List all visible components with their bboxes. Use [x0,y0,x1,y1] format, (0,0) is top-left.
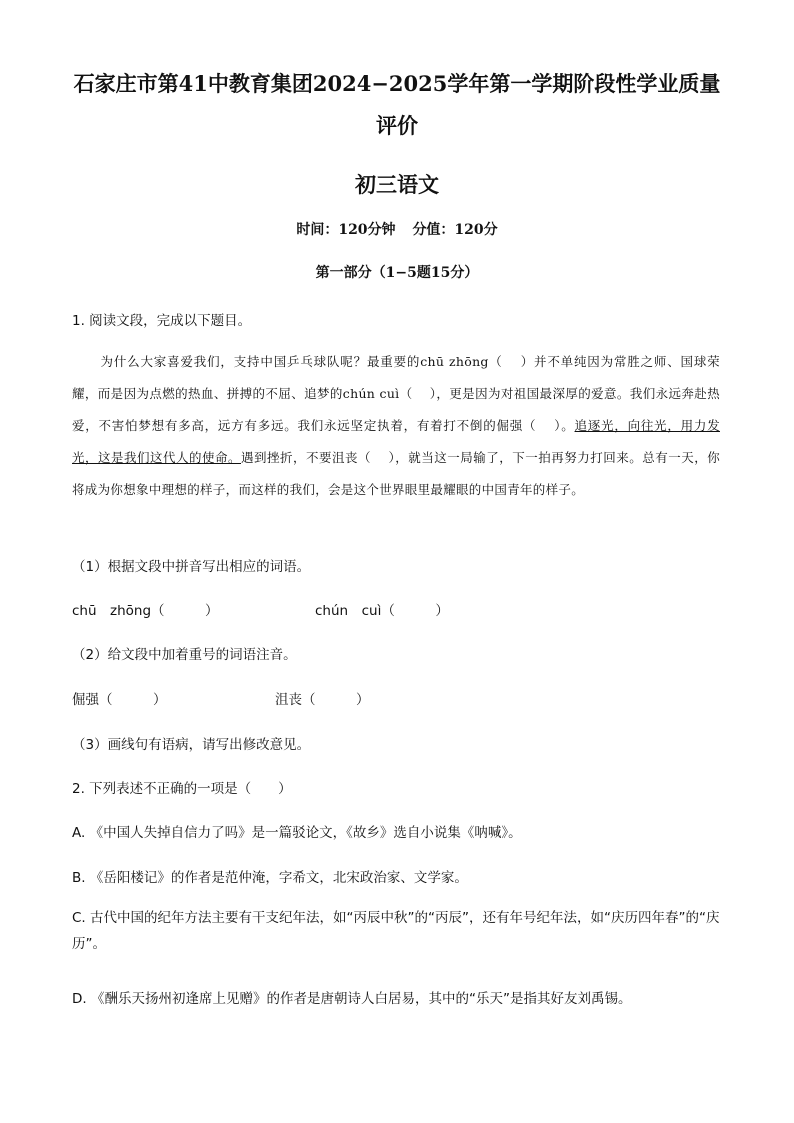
phonetic-blank-1: 倔强（ ） [72,692,167,708]
exam-meta [0,219,794,239]
phonetic-blank-2: 沮丧（ ） [275,692,370,708]
exam-time: 时间：120分钟 [296,222,396,238]
q2-option-d: D. 《酬乐天扬州初逢席上见赠》的作者是唐朝诗人白居易，其中的“乐天”是指其好友刘禹锡。 [72,991,632,1007]
q1-subquestion-3: （3）画线句有语病，请写出修改意见。 [72,737,311,753]
pinyin-blank-2: chún cuì（ ） [315,603,449,619]
pinyin-blank-1: chū zhōng（ ） [72,603,219,619]
exam-title-line1: 石家庄市第41中教育集团2024−2025学年第一学期阶段性学业质量 [73,71,721,96]
exam-title-line2: 评价 [376,113,418,138]
q2-option-c: C. 古代中国的纪年方法主要有干支纪年法，如“丙辰中秋”的“丙辰”，还有年号纪年法，如“庆历四年春”的“庆历”。 [72,910,720,952]
q2-option-a: A. 《中国人失掉自信力了吗》是一篇驳论文，《故乡》选自小说集《呐喊》。 [72,825,522,841]
passage-part-b: 遇到挫折，不要沮丧（ ），就当这一局输了，下一拍再努力打回来。总有一天，你将成为你想象中理想的样子，而这样的我们，会是这个世界眼里最耀眼的中国青年的样子。 [72,450,721,497]
subject-title: 初三语文 [355,172,439,197]
q2-option-b: B. 《岳阳楼记》的作者是范仲淹，字希文，北宋政治家、文学家。 [72,870,468,886]
passage-underlined-sentence: 追逐光，向往光，用力发光，这是我们这代人的使命。 [72,418,720,465]
part-heading: 第一部分（1−5题15分） [315,265,479,281]
exam-score: 分值：120分 [412,222,498,238]
question-1-stem: 1. 阅读文段，完成以下题目。 [72,313,252,329]
q1-subquestion-1: （1）根据文段中拼音写出相应的词语。 [72,559,311,575]
q1-subquestion-2: （2）给文段中加着重号的词语注音。 [72,647,297,663]
reading-passage [72,346,720,506]
passage-part-a: 为什么大家喜爱我们，支持中国乒乓球队呢？最重要的chū zhōng（ ）并不单纯因为常胜之师、国球荣耀，而是因为点燃的热血、拼搏的不屈、追梦的chún cuì（ ），更是因为对祖国最深厚的爱意。我们永远奔赴热爱，不害怕梦想有多高，远方有多远。我们永远坚定执着，有着打不倒的倔强（ ）。 [72,354,720,433]
question-2-stem: 2. 下列表述不正确的一项是（ ） [72,781,292,797]
